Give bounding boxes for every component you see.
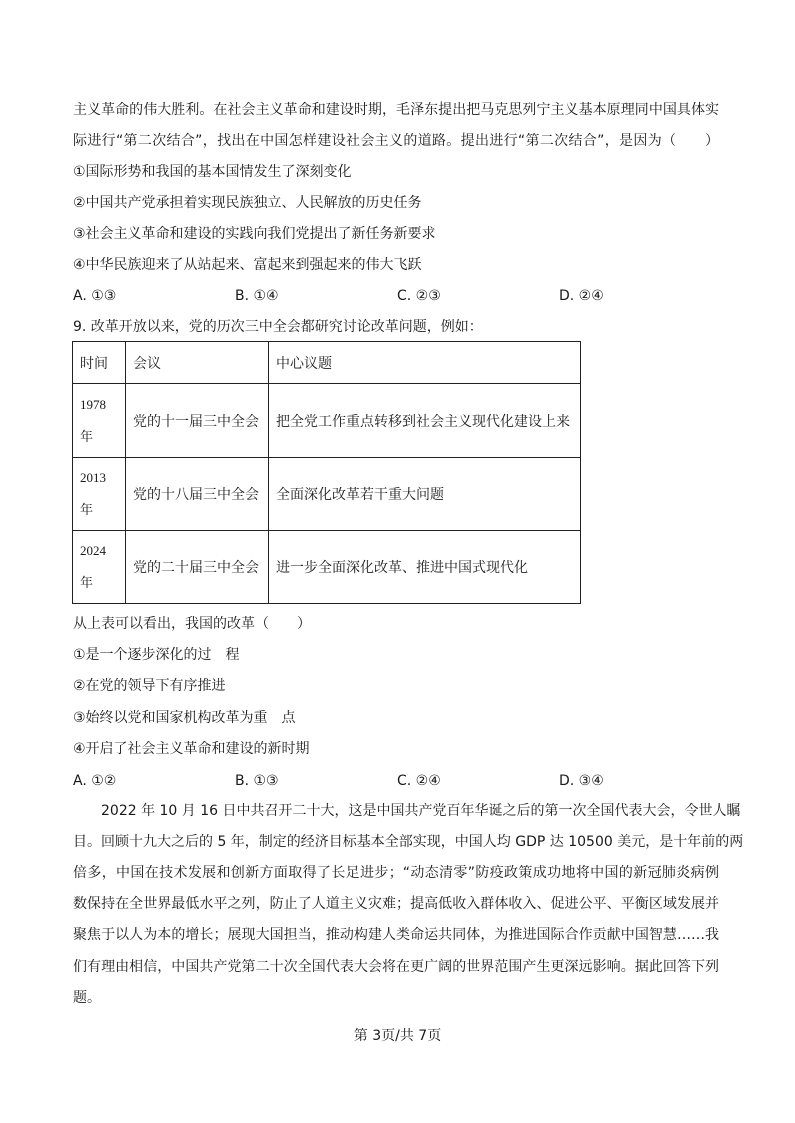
intro-line-2: 际进行“第二次结合”，找出在中国怎样建设社会主义的道路。提出进行“第二次结合”，是因为（ ） xyxy=(73,133,719,149)
reform-table xyxy=(72,341,581,604)
meeting-cell: 党的二十届三中全会 xyxy=(126,531,269,604)
q9-statement-4: ④开启了社会主义革命和建设的新时期 xyxy=(73,741,310,757)
q9-option-b[interactable]: B. ①③ xyxy=(235,773,279,789)
passage-line-7: 题。 xyxy=(73,990,101,1006)
q8-option-d[interactable]: D. ②④ xyxy=(559,288,604,304)
header-time: 时间 xyxy=(73,342,126,384)
year-cell: 2024 年 xyxy=(73,531,126,604)
q9-statement-3: ③始终以党和国家机构改革为重 点 xyxy=(73,710,296,726)
topic-cell: 把全党工作重点转移到社会主义现代化建设上来 xyxy=(269,384,581,458)
page-footer: 第 3页/共 7页 xyxy=(353,1028,442,1044)
topic-cell: 全面深化改革若干重大问题 xyxy=(269,458,581,531)
q8-statement-4: ④中华民族迎来了从站起来、富起来到强起来的伟大飞跃 xyxy=(73,257,422,273)
intro-line-1: 主义革命的伟大胜利。在社会主义革命和建设时期，毛泽东提出把马克思列宁主义基本原理同中国具体实 xyxy=(73,102,719,118)
q9-stem: 9. 改革开放以来，党的历次三中全会都研究讨论改革问题，例如： xyxy=(73,319,483,335)
header-topic: 中心议题 xyxy=(269,342,581,384)
passage-line-6: 们有理由相信，中国共产党第二十次全国代表大会将在更广阔的世界范围产生更深远影响。据此回答下列 xyxy=(73,959,719,975)
table-row xyxy=(73,384,581,458)
q8-statement-1: ①国际形势和我国的基本国情发生了深刻变化 xyxy=(73,164,352,180)
passage-line-2: 目。回顾十九大之后的 5 年，制定的经济目标基本全部实现，中国人均 GDP 达 10500 美元，是十年前的两 xyxy=(73,834,744,850)
q8-option-b[interactable]: B. ①④ xyxy=(235,288,279,304)
q9-statement-2: ②在党的领导下有序推进 xyxy=(73,678,226,694)
q9-statement-1: ①是一个逐步深化的过 程 xyxy=(73,647,240,663)
meeting-cell: 党的十一届三中全会 xyxy=(126,384,269,458)
header-meeting: 会议 xyxy=(126,342,269,384)
year-cell: 1978 年 xyxy=(73,384,126,458)
q8-option-c[interactable]: C. ②③ xyxy=(397,288,441,304)
topic-cell: 进一步全面深化改革、推进中国式现代化 xyxy=(269,531,581,604)
passage-line-1: 2022 年 10 月 16 日中共召开二十大，这是中国共产党百年华诞之后的第一次全国代表大会，令世人瞩 xyxy=(73,803,741,819)
q9-question: 从上表可以看出，我国的改革（ ） xyxy=(73,616,311,632)
passage-line-4: 数保持在全世界最低水平之列，防止了人道主义灾难；提高低收入群体收入、促进公平、平衡区域发展并 xyxy=(73,896,719,912)
passage-line-5: 聚焦于以人为本的增长；展现大国担当，推动构建人类命运共同体，为推进国际合作贡献中国智慧……我 xyxy=(73,927,719,943)
q9-option-a[interactable]: A. ①② xyxy=(73,773,117,789)
q9-option-d[interactable]: D. ③④ xyxy=(559,773,604,789)
year-cell: 2013 年 xyxy=(73,458,126,531)
q8-statement-2: ②中国共产党承担着实现民族独立、人民解放的历史任务 xyxy=(73,195,422,211)
q8-option-a[interactable]: A. ①③ xyxy=(73,288,117,304)
passage-line-3: 倍多，中国在技术发展和创新方面取得了长足进步；“动态清零”防疫政策成功地将中国的新冠肺炎病例 xyxy=(73,865,719,881)
table-row xyxy=(73,531,581,604)
table-row xyxy=(73,458,581,531)
table-header-row xyxy=(73,342,581,384)
q9-option-c[interactable]: C. ②④ xyxy=(397,773,441,789)
q8-statement-3: ③社会主义革命和建设的实践向我们党提出了新任务新要求 xyxy=(73,226,436,242)
meeting-cell: 党的十八届三中全会 xyxy=(126,458,269,531)
